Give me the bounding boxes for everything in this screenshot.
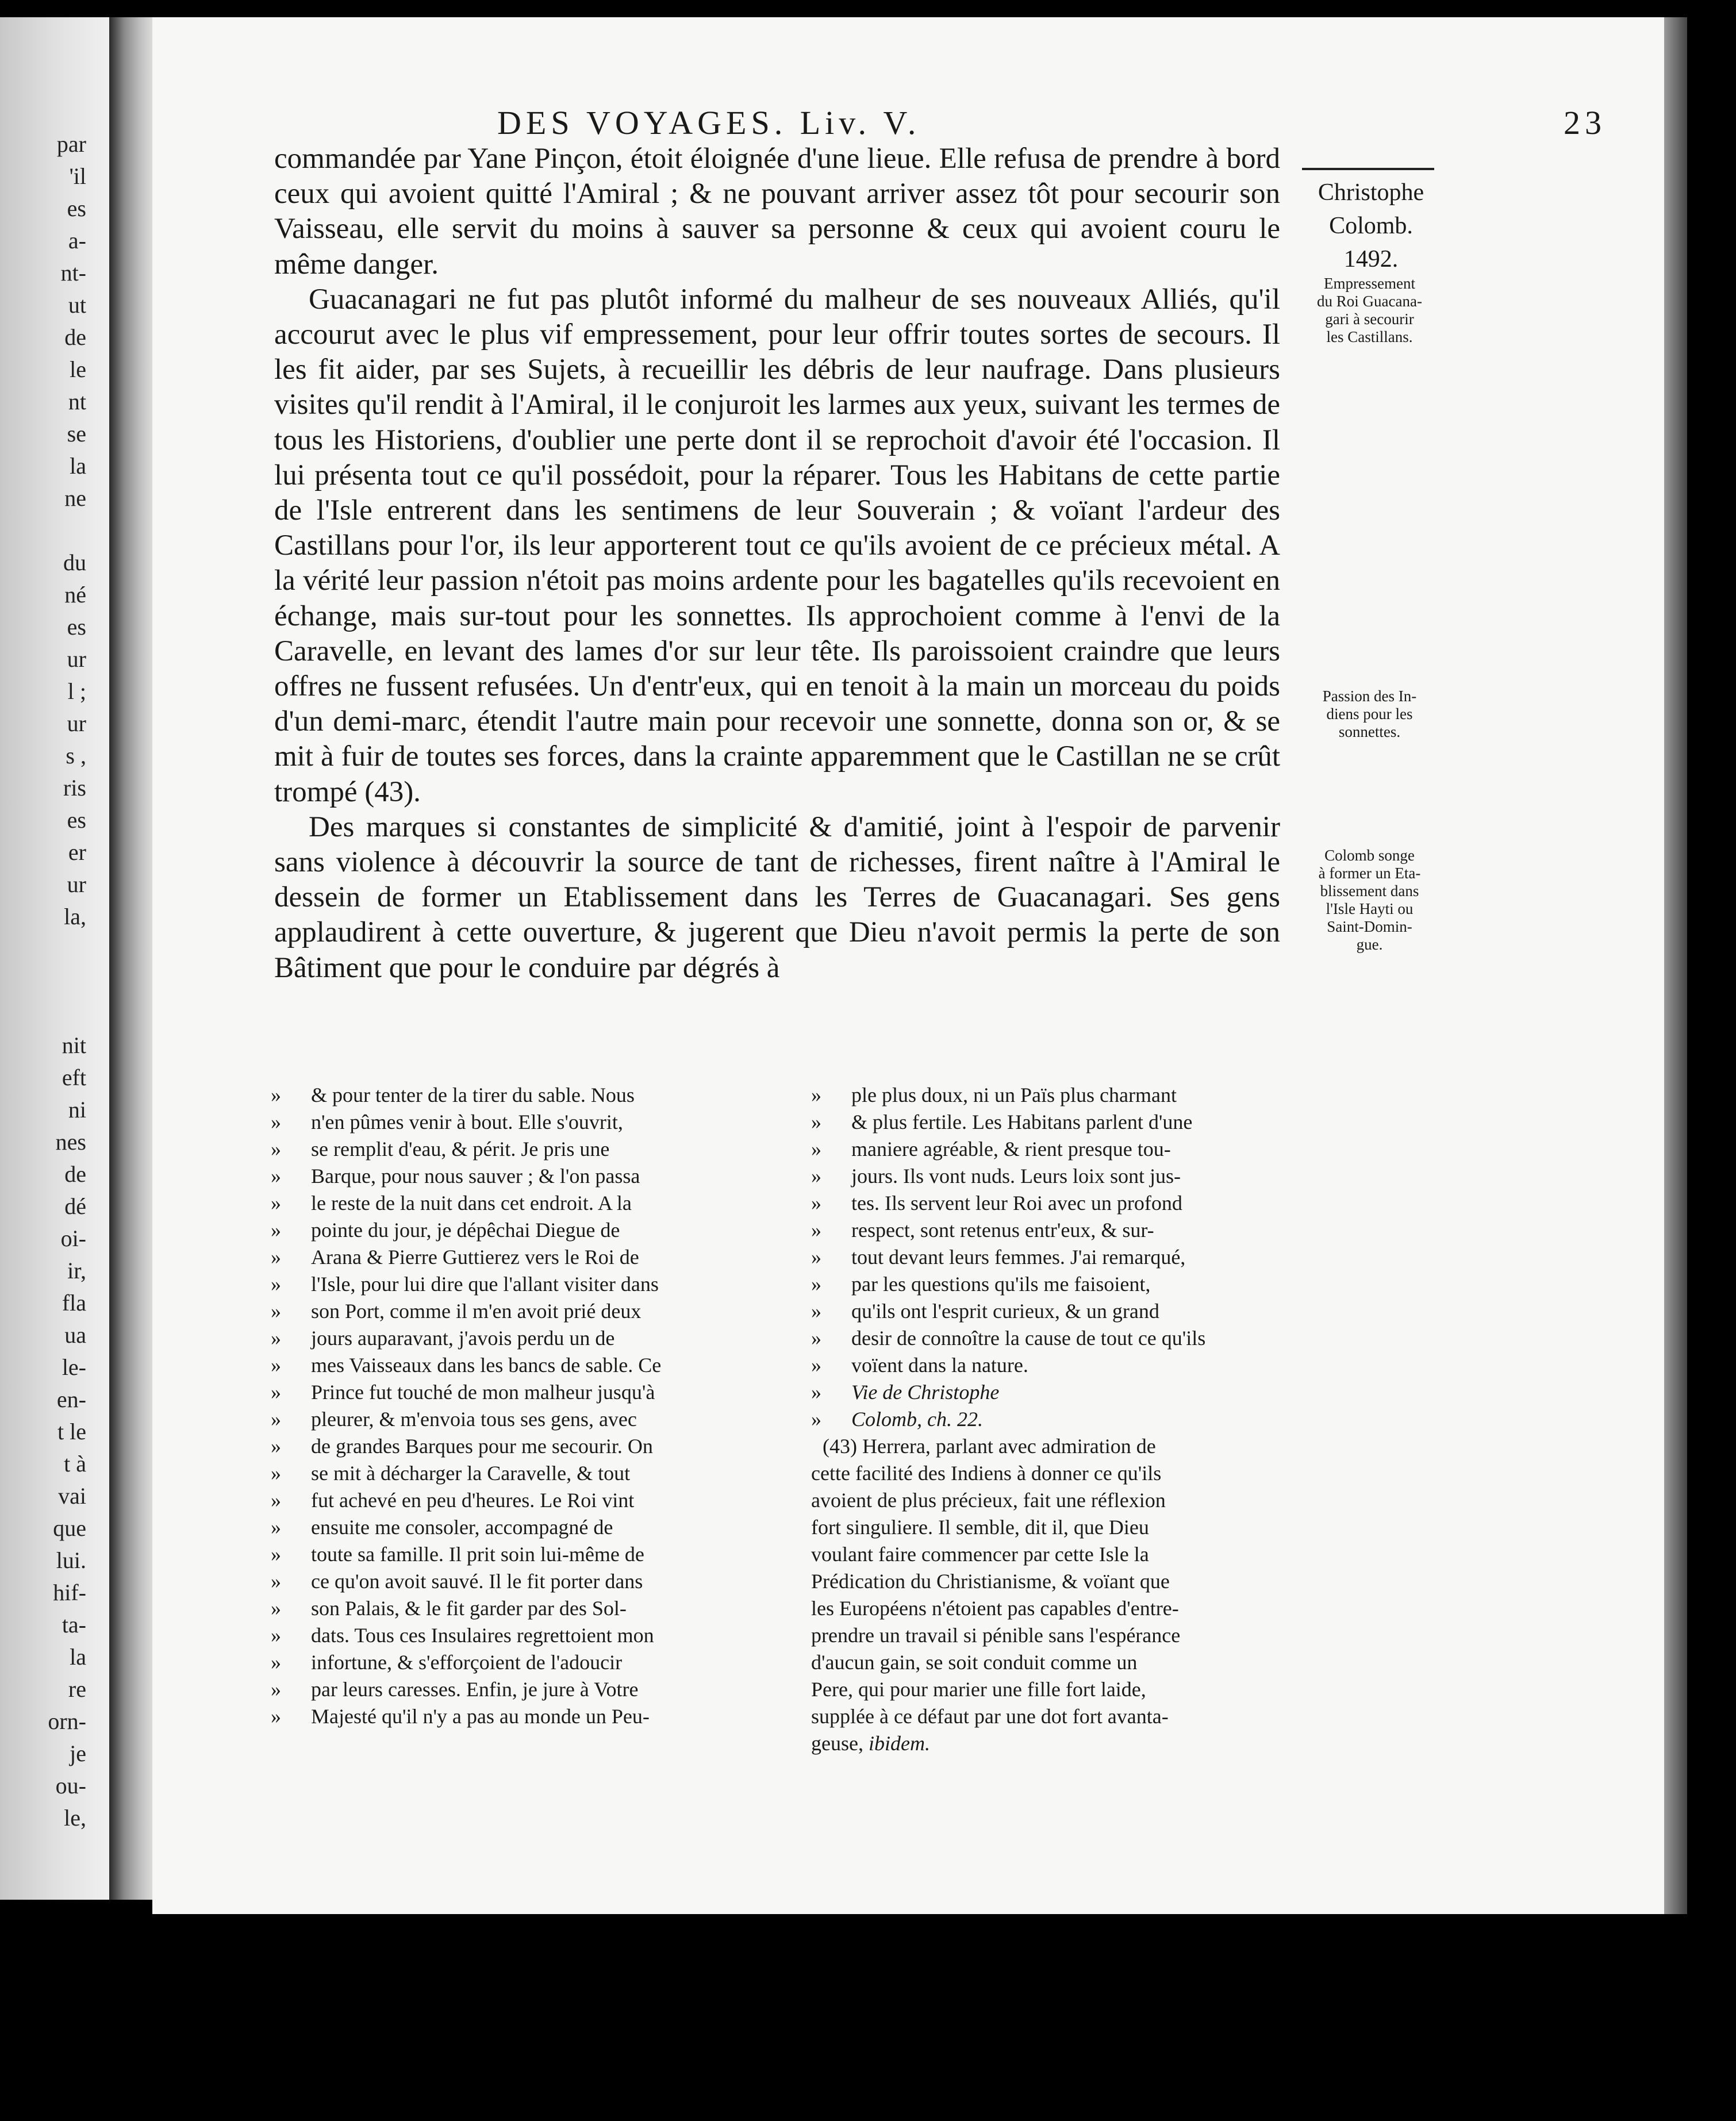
footnote-line — [811, 1730, 1285, 1757]
footnote-text: pleurer, & m'envoia tous ses gens, avec — [311, 1408, 637, 1431]
source-reference: ibidem. — [868, 1732, 930, 1755]
margin-note-line: l'Isle Hayti ou — [1326, 900, 1414, 917]
margin-note-line: gue. — [1356, 936, 1383, 953]
quote-mark: » — [811, 1138, 821, 1161]
footnote-text: par leurs caresses. Enfin, je jure à Votre — [311, 1678, 639, 1701]
footnote-text: dats. Tous ces Insulaires regrettoient mon — [311, 1624, 654, 1647]
margin-note — [1293, 847, 1446, 954]
quote-mark: » — [271, 1219, 281, 1242]
footnote-line — [271, 1541, 745, 1568]
left-page-fragment: nit — [62, 1032, 86, 1058]
margin-header-name: Christophe — [1318, 179, 1424, 206]
footnote-text: & plus fertile. Les Habitans parlent d'une — [851, 1111, 1193, 1133]
left-page-fragment: ou- — [55, 1773, 86, 1799]
body-paragraph: Guacanagari ne fut pas plutôt informé du malheur de ses nouveaux Alliés, qu'il accourut avec le plus vif empressement, pour leur offrir toutes sortes de secours. Il les fit aider, par ses Sujets, à recueillir les débris de leur naufrage. Dans plusieurs visites qu'il rendit à l'Amiral, il le conjuroit les larmes aux yeux, suivant les termes de tous les Historiens, d'oublier une perte dont il se reprochoit d'avoir été l'occasion. Il lui présenta tout ce qu'il possédoit, pour la réparer. Tous les Habitans de cette partie de l'Isle entrerent dans les sentimens de leur Souverain ; & voïant l'ardeur des Castillans pour l'or, ils leur apporterent tout ce qu'ils avoient de ce précieux métal. A la vérité leur passion n'étoit pas moins ardente pour les bagatelles qu'ils recevoient en échange, mais sur-tout pour les sonnettes. Ils approchoient comme à l'envi de la Caravelle, en levant des lames d'or sur leur tête. Ils paroissoient craindre que leurs offres ne fussent refusées. Un d'entr'eux, qui en tenoit à la main un morceau du poids d'un demi-marc, étendit l'autre main pour recevoir une sonnette, donna son or, & se mit à fuir de toutes ses forces, dans la crainte apparemment que le Castillan ne se crût trompé (43). — [274, 283, 1280, 808]
footnote-line — [271, 1136, 745, 1163]
quote-mark: » — [271, 1651, 281, 1674]
margin-note-line: à former un Eta- — [1318, 864, 1421, 882]
footnote-text: par les questions qu'ils me faisoient, — [851, 1273, 1151, 1296]
left-page-fragment: ur — [67, 710, 86, 736]
quote-mark: » — [271, 1083, 281, 1106]
margin-note-line: gari à secourir — [1325, 310, 1414, 328]
footnote-text: tout devant leurs femmes. J'ai remarqué, — [851, 1246, 1186, 1269]
footnote-line: d'aucun gain, se soit conduit comme un — [811, 1651, 1138, 1674]
footnote-line — [811, 1325, 1285, 1352]
quote-mark: » — [271, 1624, 281, 1647]
left-page-fragment: le- — [62, 1354, 86, 1380]
left-page-fragment: nt- — [60, 260, 86, 286]
footnote-line — [271, 1433, 745, 1460]
footnote-line: cette facilité des Indiens à donner ce qu'ils — [811, 1462, 1162, 1485]
quote-mark: » — [271, 1462, 281, 1485]
footnote-line: avoient de plus précieux, fait une réflexion — [811, 1489, 1166, 1512]
footnote-line — [271, 1163, 745, 1190]
footnote-line — [271, 1217, 745, 1244]
quote-mark: » — [271, 1300, 281, 1323]
left-page-fragment: fla — [62, 1290, 86, 1316]
footnote-text: se remplit d'eau, & périt. Je pris une — [311, 1138, 610, 1161]
footnote-line — [271, 1514, 745, 1541]
page-number: 23 — [1564, 104, 1606, 141]
body-paragraph: Des marques si constantes de simplicité & d'amitié, joint à l'espoir de parvenir sans violence à découvrir la source de tant de richesses, firent naître à l'Amiral le dessein de former un Etablissement dans les Terres de Guacanagari. Ses gens applaudirent à cette ouverture, & jugerent que Dieu n'avoit permis la perte de son Bâtiment que pour le conduire par dégrés à — [274, 810, 1280, 984]
left-page-fragment: ua — [64, 1322, 86, 1348]
footnote-line: les Européens n'étoient pas capables d'entre- — [811, 1597, 1179, 1620]
footnote-line — [271, 1271, 745, 1298]
quote-mark: » — [271, 1543, 281, 1566]
left-page-fragment: le — [70, 356, 86, 382]
footnote-text: pointe du jour, je dépêchai Diegue de — [311, 1219, 620, 1242]
left-page-fragment: s , — [66, 743, 86, 769]
running-header-title: DES VOYAGES. Liv. V. — [497, 104, 921, 141]
book-page — [152, 17, 1664, 1914]
footnote-line — [271, 1190, 745, 1217]
footnote-text: le reste de la nuit dans cet endroit. A la — [311, 1192, 632, 1215]
margin-note-line: du Roi Guacana- — [1317, 293, 1422, 310]
quote-mark: » — [811, 1246, 821, 1269]
source-reference: Vie de Christophe — [851, 1381, 1000, 1404]
footnote-text: de grandes Barques pour me secourir. On — [311, 1435, 653, 1458]
margin-rule — [1302, 168, 1434, 170]
quote-mark: » — [271, 1516, 281, 1539]
body-paragraph: commandée par Yane Pinçon, étoit éloignée d'une lieue. Elle refusa de prendre à bord ceux qui avoient quitté l'Amiral ; & ne pouvant arriver assez tôt pour secourir son Vaisseau, elle servit du moins à sauver sa personne & ceux qui avoient couru le même danger. — [274, 143, 1280, 281]
left-page-fragment: par — [56, 131, 86, 157]
footnote-column-left — [271, 1082, 745, 1730]
left-page-fragment: la — [70, 1644, 86, 1670]
left-page-fragment: je — [70, 1740, 86, 1766]
footnote-text: ensuite me consoler, accompagné de — [311, 1516, 613, 1539]
left-page-fragment: dé — [64, 1193, 86, 1219]
footnote-line — [271, 1649, 745, 1676]
left-page-fragment: le, — [64, 1805, 86, 1831]
quote-mark: » — [271, 1570, 281, 1593]
footnote-text: Majesté qu'il n'y a pas au monde un Peu- — [311, 1705, 650, 1728]
left-page-fragment: t le — [57, 1419, 86, 1444]
left-page-fragment: en- — [56, 1386, 86, 1412]
left-page-fragment: ut — [68, 292, 86, 318]
left-page-fragment: vai — [58, 1483, 86, 1509]
footnote-text: voïent dans la nature. — [851, 1354, 1028, 1377]
footnote-text: n'en pûmes venir à bout. Elle s'ouvrit, — [311, 1111, 623, 1133]
margin-header — [1296, 176, 1446, 276]
footnote-line: supplée à ce défaut par une dot fort avanta- — [811, 1705, 1169, 1728]
quote-mark: » — [271, 1678, 281, 1701]
margin-note-line: diens pour les — [1326, 705, 1413, 723]
left-page-fragment: du — [63, 550, 86, 575]
left-page-fragment: ne — [64, 485, 86, 511]
footnote-text: desir de connoître la cause de tout ce qu'ils — [851, 1327, 1206, 1350]
footnote-line — [811, 1298, 1285, 1325]
margin-note-line: Empressement — [1324, 275, 1415, 292]
quote-mark: » — [271, 1192, 281, 1215]
footnote-text: qu'ils ont l'esprit curieux, & un grand — [851, 1300, 1159, 1323]
quote-mark: » — [271, 1705, 281, 1728]
quote-mark: » — [271, 1354, 281, 1377]
quote-mark: » — [271, 1111, 281, 1133]
footnote-text: Arana & Pierre Guttierez vers le Roi de — [311, 1246, 639, 1269]
book-gutter — [109, 17, 152, 1900]
left-page-fragment: né — [64, 582, 86, 608]
footnote-line — [271, 1568, 745, 1595]
footnote-43 — [811, 1433, 1285, 1730]
page-edge-shadow — [1664, 17, 1687, 1914]
footnote-line — [811, 1190, 1285, 1217]
left-page-fragment: nes — [55, 1129, 86, 1155]
footnote-text: Prince fut touché de mon malheur jusqu'à — [311, 1381, 655, 1404]
footnote-text: jours auparavant, j'avois perdu un de — [311, 1327, 615, 1350]
footnote-line — [271, 1298, 745, 1325]
footnote-text: jours. Ils vont nuds. Leurs loix sont jus- — [851, 1165, 1181, 1188]
margin-note-line: sonnettes. — [1338, 723, 1401, 740]
margin-header-year: 1492. — [1343, 246, 1399, 272]
footnote-line — [811, 1136, 1285, 1163]
footnote-text: & pour tenter de la tirer du sable. Nous — [311, 1083, 635, 1106]
footnote-line: Pere, qui pour marier une fille fort laide, — [811, 1678, 1146, 1701]
footnote-line — [271, 1406, 745, 1433]
left-page-fragment: t à — [64, 1451, 86, 1477]
left-page-fragment: ur — [67, 646, 86, 672]
footnote-line — [271, 1352, 745, 1379]
quote-mark: » — [271, 1165, 281, 1188]
quote-mark: » — [271, 1273, 281, 1296]
footnote-line — [271, 1622, 745, 1649]
quote-mark: » — [271, 1381, 281, 1404]
left-page-fragment: ris — [63, 775, 86, 801]
quote-mark: » — [271, 1327, 281, 1350]
left-page-fragment: er — [68, 839, 86, 865]
quote-mark: » — [811, 1327, 821, 1350]
margin-note-line: les Castillans. — [1326, 328, 1413, 345]
footnote-line — [811, 1244, 1285, 1271]
left-page-fragment: es — [67, 614, 86, 640]
margin-header-name: Colomb. — [1329, 213, 1413, 239]
left-page-fragment: se — [67, 421, 86, 447]
footnote-text: toute sa famille. Il prit soin lui-même de — [311, 1543, 644, 1566]
footnote-text: ce qu'on avoit sauvé. Il le fit porter dans — [311, 1570, 643, 1593]
footnote-line — [271, 1676, 745, 1703]
footnote-text: respect, sont retenus entr'eux, & sur- — [851, 1219, 1154, 1242]
footnote-text: mes Vaisseaux dans les bancs de sable. Ce — [311, 1354, 662, 1377]
left-page-fragment: que — [53, 1515, 86, 1541]
margin-note-line: Passion des In- — [1322, 687, 1417, 705]
footnote-line — [271, 1703, 745, 1730]
footnote-line — [271, 1082, 745, 1109]
left-page-fragment: 'il — [69, 163, 86, 189]
footnote-text: tes. Ils servent leur Roi avec un profond — [851, 1192, 1182, 1215]
margin-note-line: Colomb songe — [1324, 847, 1415, 864]
left-page-fragment: ir, — [67, 1258, 86, 1284]
left-page-edge — [0, 17, 109, 1900]
footnote-line — [271, 1109, 745, 1136]
left-page-fragment: la — [70, 453, 86, 479]
left-page-fragment: orn- — [48, 1708, 86, 1734]
footnote-line: voulant faire commencer par cette Isle la — [811, 1543, 1149, 1566]
quote-mark: » — [811, 1165, 821, 1188]
footnote-line: fort singuliere. Il semble, dit il, que Dieu — [811, 1516, 1149, 1539]
footnote-text: l'Isle, pour lui dire que l'allant visiter dans — [311, 1273, 659, 1296]
margin-note — [1293, 687, 1446, 741]
footnote-line — [811, 1163, 1285, 1190]
quote-mark: » — [811, 1300, 821, 1323]
quote-mark: » — [271, 1408, 281, 1431]
quote-mark: » — [271, 1435, 281, 1458]
footnote-line — [811, 1109, 1285, 1136]
margin-note-line: blissement dans — [1320, 882, 1419, 900]
quote-mark: » — [811, 1219, 821, 1242]
left-page-fragment: es — [67, 195, 86, 221]
quote-mark: » — [811, 1408, 821, 1431]
footnote-line: prendre un travail si pénible sans l'espérance — [811, 1624, 1181, 1647]
left-page-fragment: ta- — [62, 1612, 86, 1638]
footnote-line — [271, 1487, 745, 1514]
left-page-fragment: la, — [64, 904, 86, 929]
left-page-fragment: l ; — [67, 678, 86, 704]
footnote-line — [271, 1460, 745, 1487]
left-page-fragment: ni — [68, 1097, 86, 1123]
footnote-line: (43) Herrera, parlant avec admiration de — [823, 1435, 1156, 1458]
footnote-text: se mit à décharger la Caravelle, & tout — [311, 1462, 631, 1485]
footnote-text: ple plus doux, ni un Païs plus charmant — [851, 1083, 1177, 1106]
left-page-fragment: oi- — [60, 1225, 86, 1251]
quote-mark: » — [271, 1138, 281, 1161]
footnote-line — [811, 1271, 1285, 1298]
left-page-fragment: eft — [62, 1065, 86, 1090]
quote-mark: » — [811, 1354, 821, 1377]
footnote-quoted-lines — [811, 1082, 1285, 1379]
left-page-fragment: a- — [68, 228, 86, 253]
footnote-text: fut achevé en peu d'heures. Le Roi vint — [311, 1489, 635, 1512]
margin-note — [1293, 275, 1446, 346]
footnote-text: geuse, — [811, 1732, 863, 1755]
footnote-text: son Port, comme il m'en avoit prié deux — [311, 1300, 642, 1323]
left-page-fragment: es — [67, 807, 86, 833]
left-page-fragment: re — [68, 1676, 86, 1702]
left-page-fragment: ur — [67, 871, 86, 897]
footnote-line — [271, 1379, 745, 1406]
left-page-fragment: lui. — [56, 1547, 86, 1573]
left-page-fragment: de — [64, 324, 86, 350]
footnote-line — [811, 1217, 1285, 1244]
main-body — [274, 141, 1280, 986]
left-page-fragment: nt — [68, 389, 86, 414]
footnote-column-right — [811, 1082, 1285, 1757]
footnote-text: son Palais, & le fit garder par des Sol- — [311, 1597, 627, 1620]
footnote-line: Prédication du Christianisme, & voïant que — [811, 1570, 1170, 1593]
quote-mark: » — [271, 1489, 281, 1512]
footnote-line — [811, 1406, 1285, 1433]
footnote-text: maniere agréable, & rient presque tou- — [851, 1138, 1171, 1161]
quote-mark: » — [811, 1192, 821, 1215]
quote-mark: » — [271, 1246, 281, 1269]
footnote-line — [811, 1352, 1285, 1379]
left-page-fragment: hif- — [53, 1580, 86, 1605]
quote-mark: » — [811, 1083, 821, 1106]
quote-mark: » — [811, 1381, 821, 1404]
footnote-line — [271, 1595, 745, 1622]
footnote-line — [811, 1379, 1285, 1406]
margin-note-line: Saint-Domin- — [1327, 918, 1412, 935]
footnote-line — [271, 1244, 745, 1271]
footnote-line — [271, 1325, 745, 1352]
footnote-text: Barque, pour nous sauver ; & l'on passa — [311, 1165, 640, 1188]
footnote-line — [811, 1082, 1285, 1109]
quote-mark: » — [271, 1597, 281, 1620]
quote-mark: » — [811, 1111, 821, 1133]
source-reference: Colomb, ch. 22. — [851, 1408, 983, 1431]
footnote-text: infortune, & s'efforçoient de l'adoucir — [311, 1651, 623, 1674]
left-page-fragment: de — [64, 1161, 86, 1187]
quote-mark: » — [811, 1273, 821, 1296]
